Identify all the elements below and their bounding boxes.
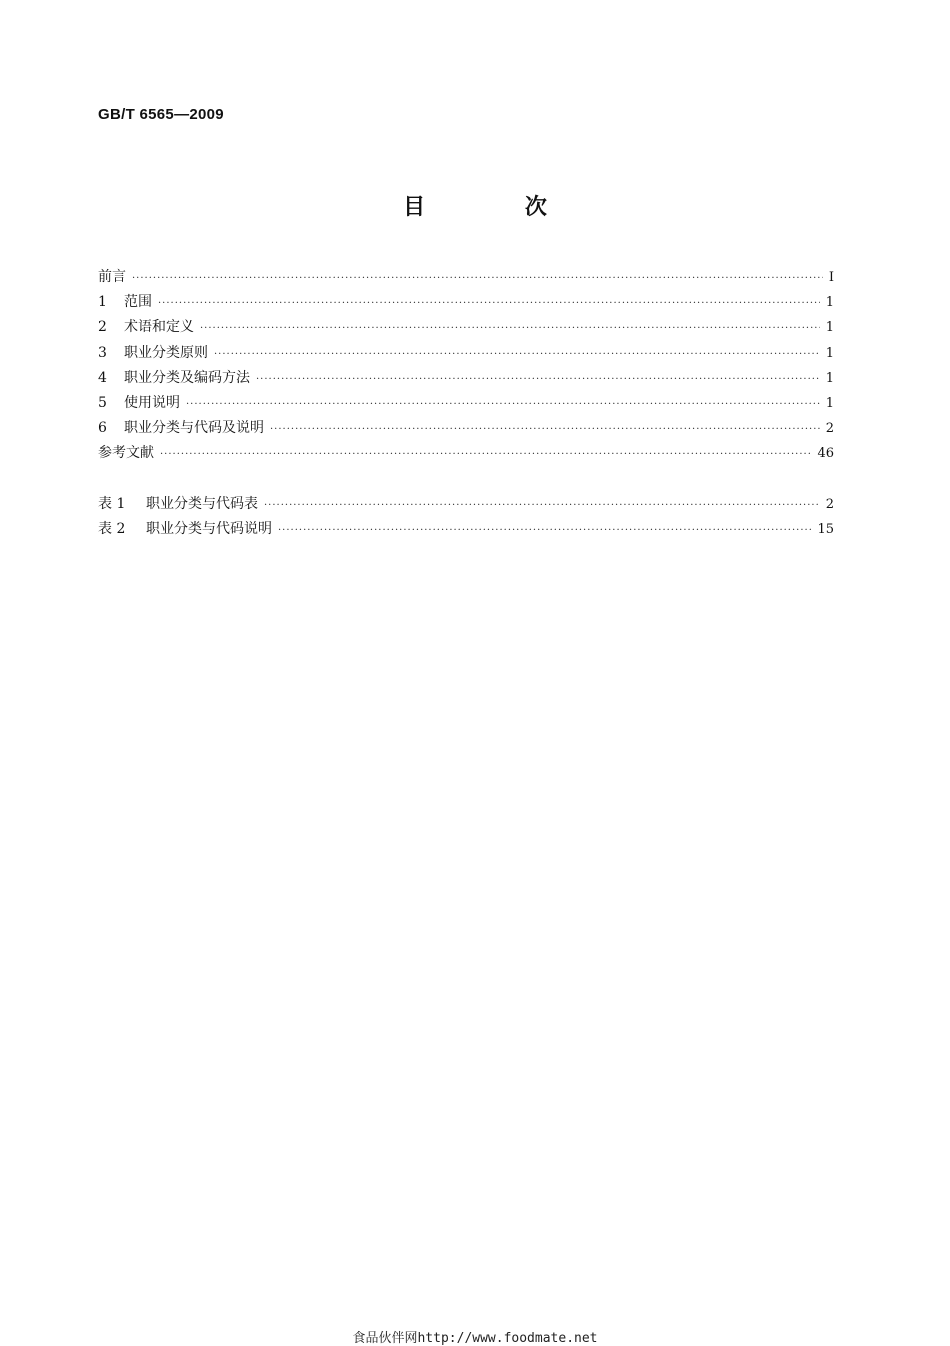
toc-entry-page: 15: [817, 522, 834, 538]
toc-entry-label: 参考文献: [98, 445, 154, 462]
toc-leader-dots: [278, 525, 811, 536]
toc-entry-number: 3: [98, 344, 107, 361]
toc-entry-preface[interactable]: [98, 266, 834, 291]
toc-entry-3[interactable]: [98, 342, 834, 367]
toc-entry-label: 使用说明: [124, 394, 180, 411]
toc-leader-dots: [158, 298, 820, 309]
toc-entry-page: 1: [825, 295, 834, 311]
toc-leader-dots: [200, 323, 820, 334]
toc-entry-label: 前言: [98, 269, 126, 285]
toc-entry-number: 2: [98, 319, 107, 336]
toc-entry-label: 职业分类及编码方法: [124, 369, 250, 386]
toc-entry-label: 职业分类与代码说明: [146, 521, 272, 538]
toc-leader-dots: [256, 374, 820, 385]
toc-entry-number: 表 2: [98, 521, 126, 538]
toc-entry-table-1[interactable]: [98, 493, 834, 518]
toc-leader-dots: [214, 349, 820, 360]
footer-watermark: 食品伙伴网http://www.foodmate.net: [352, 1331, 598, 1346]
toc-entry-page: 1: [825, 345, 834, 361]
toc-entry-5[interactable]: [98, 392, 834, 417]
toc-entry-2[interactable]: [98, 316, 834, 341]
toc-entry-number: 4: [98, 369, 107, 386]
toc-leader-dots: [186, 399, 820, 410]
toc-entry-page: 1: [825, 395, 834, 411]
toc-entry-page: 2: [825, 497, 834, 512]
toc-entry-references[interactable]: [98, 442, 834, 467]
toc-entry-label: 职业分类原则: [124, 344, 208, 361]
toc-leader-dots: [132, 273, 823, 284]
toc-entry-label: 范围: [124, 294, 152, 311]
toc-entry-1[interactable]: [98, 291, 834, 316]
toc-leader-dots: [264, 500, 820, 511]
table-of-contents: [98, 266, 834, 468]
toc-entry-label: 职业分类与代码及说明: [124, 420, 264, 437]
toc-entry-number: 表 1: [98, 496, 126, 512]
toc-entry-4[interactable]: [98, 367, 834, 392]
toc-leader-dots: [160, 449, 811, 460]
toc-entry-page: 46: [817, 446, 834, 462]
toc-entry-number: 6: [98, 420, 107, 437]
toc-entry-page: Ⅰ: [828, 270, 834, 285]
toc-entry-page: 1: [825, 370, 834, 386]
toc-entry-number: 1: [98, 294, 107, 311]
toc-entry-6[interactable]: [98, 417, 834, 442]
table-list: [98, 493, 834, 543]
toc-entry-page: 2: [825, 421, 834, 437]
toc-entry-table-2[interactable]: [98, 518, 834, 543]
toc-entry-label: 术语和定义: [124, 319, 194, 336]
standard-code: GB/T 6565—2009: [98, 106, 224, 123]
toc-entry-number: 5: [98, 394, 107, 411]
toc-leader-dots: [270, 424, 820, 435]
toc-entry-label: 职业分类与代码表: [146, 496, 258, 512]
toc-entry-page: 1: [825, 320, 834, 336]
page-title: 目 次: [403, 195, 593, 220]
